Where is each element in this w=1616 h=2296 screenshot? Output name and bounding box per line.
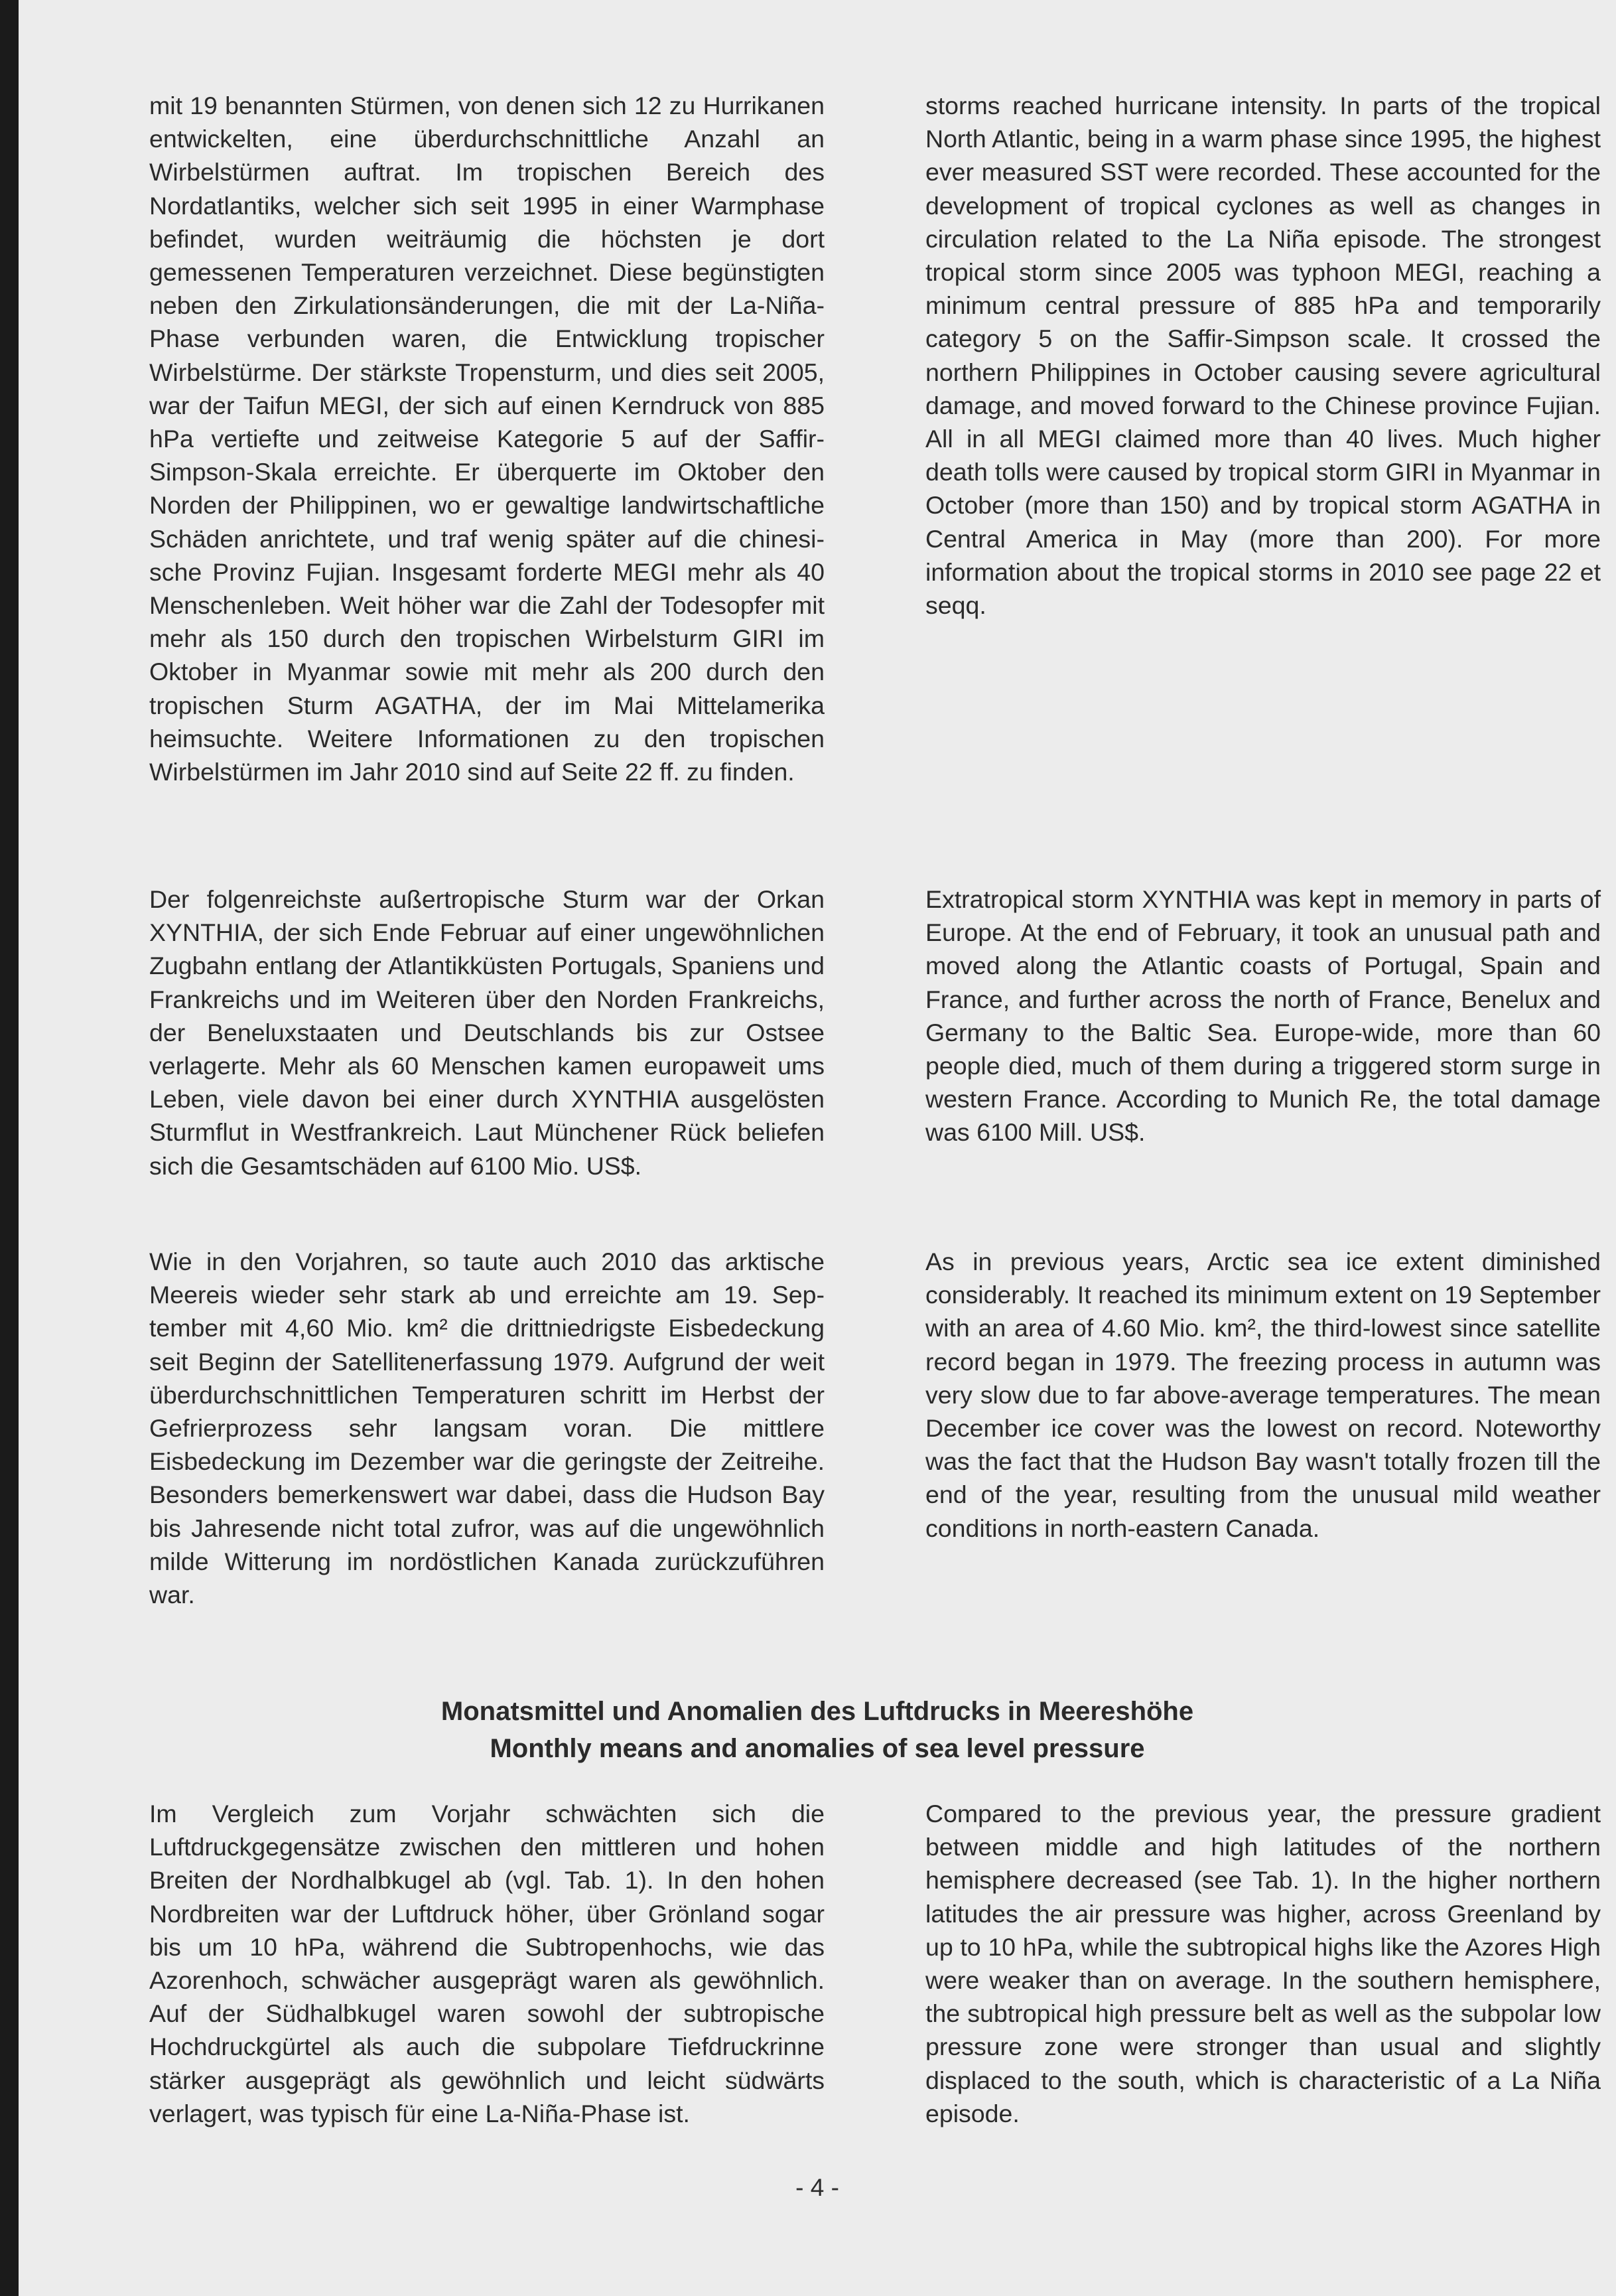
paragraph-de-arctic-sea-ice: Wie in den Vorjahren, so taute auch 2010 das arktische Meereis wieder sehr stark ab und erreichte am 19. September mit 4,60 Mio. km² die drittniedrigste Eisbedeckung seit Beginn der Satellitenerfassung 1979. Aufgrund der weit überdurchschnittlichen Temperaturen schritt im Herbst der Gefrierprozess sehr langsam voran. Die mittlere Eisbedeckung im Dezember war die geringste der Zeitreihe. Besonders bemerkenswert war dabei, dass die Hudson Bay bis Jahresende nicht total zufror, was auf die ungewöhnlich milde Witterung im nordöstlichen Kanada zurückzuführen war.	[149, 1248, 825, 1609]
document-page	[19, 0, 1616, 2296]
section-heading-de: Monatsmittel und Anomalien des Luftdrucks in Meereshöhe	[440, 1697, 1194, 1726]
section-heading-en: Monthly means and anomalies of sea level pressure	[490, 1734, 1145, 1763]
paragraph-en-tropical-storms: storms reached hurricane intensity. In parts of the tropical North Atlantic, being in a warm phase since 1995, the highest ever measured SST were recorded. These accounted for the development of tropical cyclones as well as changes in circulation related to the La Niña episode. The strongest tropical storm since 2005 was typhoon MEGI, reaching a minimum central pressure of 885 hPa and temporarily category 5 on the Saffir-Simpson scale. It crossed the northern Philippines in October causing severe agricultural damage, and moved forward to the Chinese province Fujian. All in all MEGI claimed more than 40 lives. Much higher death tolls were caused by tropical storm GIRI in Myanmar in October (more than 150) and by tropical storm AGATHA in Central America in May (more than 200). For more information about the tropical storms in 2010 see page 22 et seqq.	[925, 92, 1601, 620]
paragraph-en-arctic-sea-ice: As in previous years, Arctic sea ice extent diminished considerably. It reached its minimum extent on 19 September with an area of 4.60 Mio. km², the third-lowest since satellite record began in 1979. The freezing process in autumn was very slow due to far above-average temperatures. The mean December ice cover was the lowest on record. Noteworthy was the fact that the Hudson Bay wasn't totally frozen till the end of the year, resulting from the unusual mild weather conditions in north-eastern Canada.	[925, 1248, 1601, 1542]
paragraph-de-tropical-storms: mit 19 benannten Stürmen, von denen sich 12 zu Hurrikanen entwickelten, eine überdurchschnittliche Anzahl an Wirbelstürmen auftrat. Im tropischen Bereich des Nordatlantiks, welcher sich seit 1995 in einer Warmphase befindet, wurden weiträumig die höchsten je dort gemessenen Temperaturen verzeichnet. Diese begünstigten neben den Zirkulationsänderungen, die mit der La-Niña-Phase verbunden waren, die Entwicklung tropischer Wirbelstürme. Der stärkste Tropensturm, und dies seit 2005, war der Taifun MEGI, der sich auf einen Kerndruck von 885 hPa vertiefte und zeitweise Kategorie 5 auf der Saffir-Simpson-Skala erreichte. Er überquerte im Oktober den Norden der Philippinen, wo er gewaltige landwirtschaftliche Schäden anrichtete, und traf wenig später auf die chinesische Provinz Fujian. Insgesamt forderte MEGI mehr als 40 Menschenleben. Weit höher war die Zahl der Todesopfer mit mehr als 150 durch den tropischen Wirbelsturm GIRI im Oktober in Myanmar sowie mit mehr als 200 durch den tropischen Sturm AGATHA, der im Mai Mittelamerika heimsuchte. Weitere Informationen zu den tropischen Wirbelstürmen im Jahr 2010 sind auf Seite 22 ff. zu finden.	[149, 92, 825, 786]
paragraph-de-sea-level-pressure: Im Vergleich zum Vorjahr schwächten sich die Luftdruckgegensätze zwischen den mittleren und hohen Breiten der Nordhalbkugel ab (vgl. Tab. 1). In den hohen Nordbreiten war der Luftdruck höher, über Grönland sogar bis um 10 hPa, während die Subtropenhochs, wie das Azorenhoch, schwächer ausgeprägt waren als gewöhnlich. Auf der Südhalbkugel waren sowohl der subtropische Hochdruckgürtel als auch die subpolare Tiefdruckrinne stärker ausgeprägt als gewöhnlich und leicht südwärts verlagert, was typisch für eine La-Niña-Phase ist.	[149, 1800, 825, 2127]
paragraph-en-xynthia: Extratropical storm XYNTHIA was kept in memory in parts of Europe. At the end of February, it took an unusual path and moved along the Atlantic coasts of Portugal, Spain and France, and further across the north of France, Benelux and Germany to the Baltic Sea. Europe-wide, more than 60 people died, much of them during a triggered storm surge in western France. According to Munich Re, the total damage was 6100 Mill. US$.	[925, 885, 1601, 1147]
page-number: - 4 -	[795, 2174, 839, 2201]
paragraph-en-sea-level-pressure: Compared to the previous year, the pressure gradient between middle and high latitudes of the northern hemisphere decreased (see Tab. 1). In the higher northern latitudes the air pressure was higher, across Greenland by up to 10 hPa, while the subtropical highs like the Azores High were weaker than on average. In the southern hemisphere, the subtropical high pressure belt as well as the subpolar low pressure zone were stronger than usual and slightly displaced to the south, which is characteristic of a La Niña episode.	[925, 1800, 1601, 2127]
paragraph-de-xynthia: Der folgenreichste außertropische Sturm war der Orkan XYNTHIA, der sich Ende Februar auf einer ungewöhnlichen Zugbahn entlang der Atlantikküsten Portugals, Spaniens und Frankreichs und im Weiteren über den Norden Frankreichs, der Beneluxstaaten und Deutschlands bis zur Ostsee verlagerte. Mehr als 60 Menschen kamen europaweit ums Leben, viele davon bei einer durch XYNTHIA ausgelösten Sturmflut in Westfrankreich. Laut Münchener Rück beliefen sich die Gesamtschäden auf 6100 Mio. US$.	[149, 885, 825, 1180]
